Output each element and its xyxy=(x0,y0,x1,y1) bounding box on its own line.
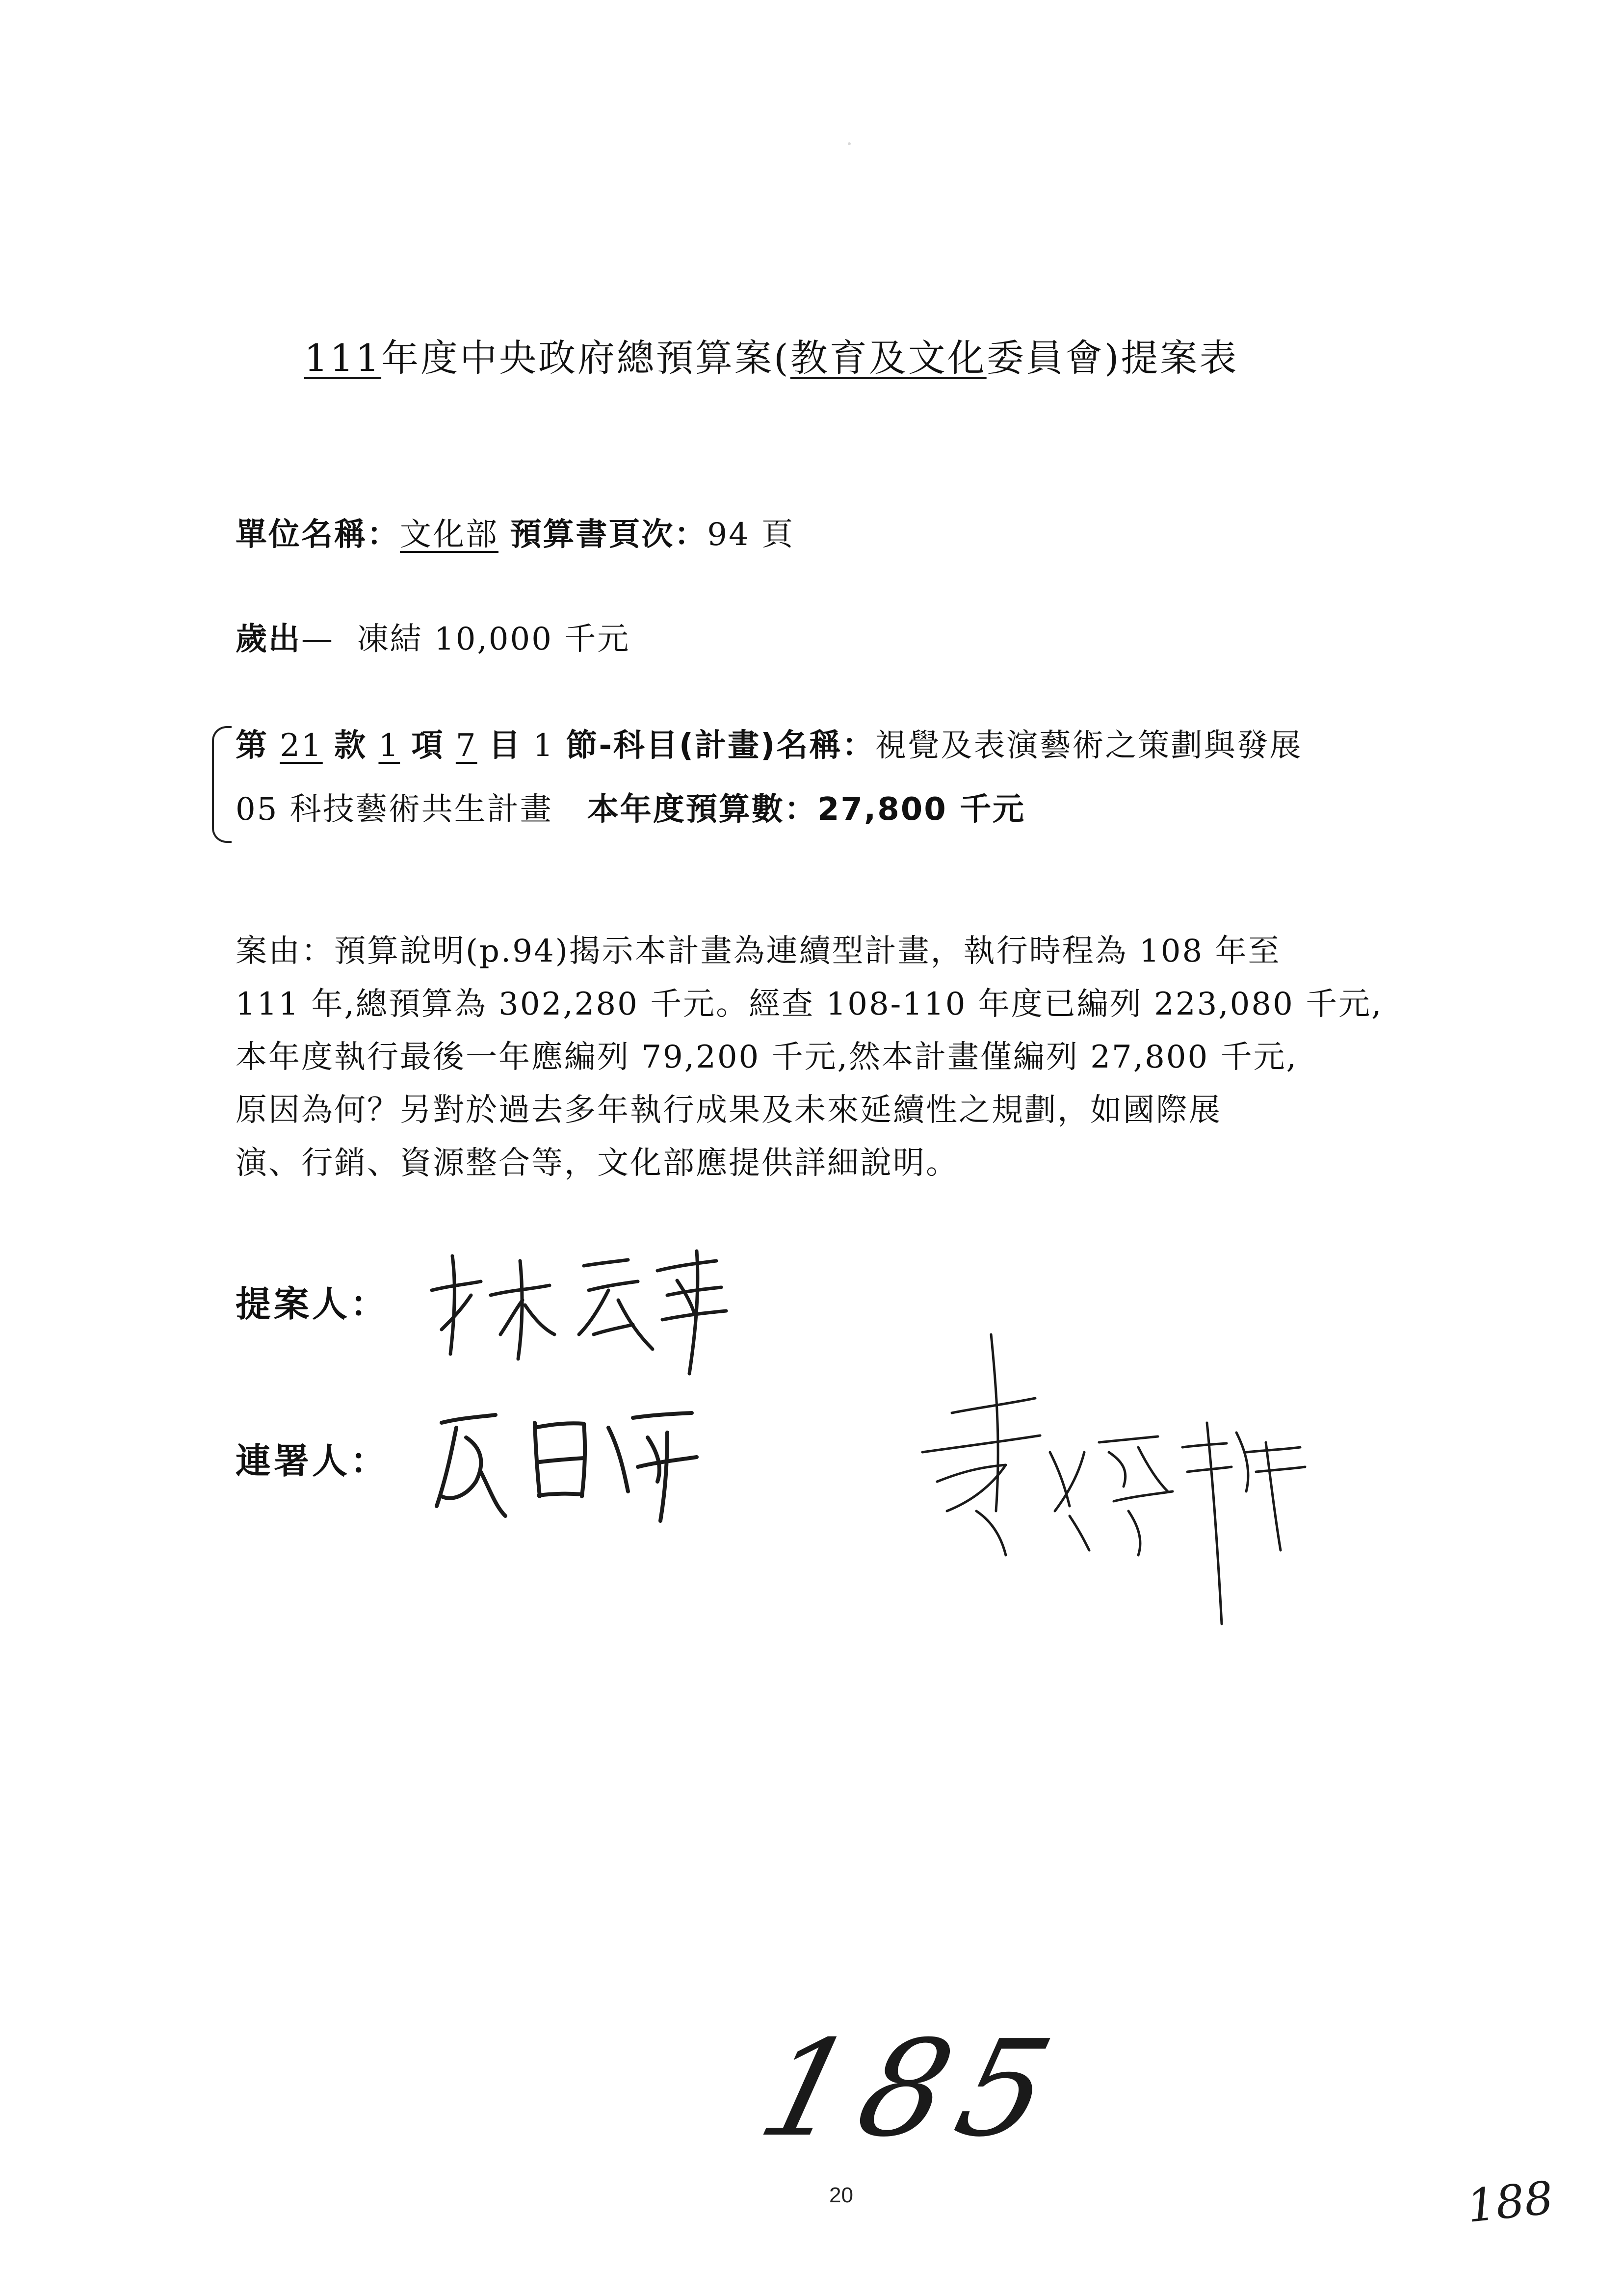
expenditure-row xyxy=(236,617,630,661)
reason-line: 本年度執行最後一年應編列 79,200 千元,然本計畫僅編列 27,800 千元, xyxy=(236,1039,1298,1075)
section-mu-label: 目 xyxy=(488,728,522,764)
page-label: 預算書頁次： xyxy=(510,517,707,553)
unit-label: 單位名稱： xyxy=(236,517,400,553)
cosigner-signature-2 xyxy=(893,1325,1315,1629)
reason-line: 111 年,總預算為 302,280 千元。經查 108-110 年度已編列 223,080 千元, xyxy=(236,986,1383,1022)
reason-paragraph xyxy=(236,925,1452,1190)
proposer-label: 提案人： xyxy=(236,1283,389,1325)
cosigner-label: 連署人： xyxy=(236,1440,389,1482)
section-row-2 xyxy=(236,787,1025,832)
section-xiang: 1 xyxy=(378,728,400,764)
section-prefix: 第 xyxy=(236,728,268,764)
section-kuan-label: 款 xyxy=(334,728,367,764)
section-kuan: 21 xyxy=(280,728,323,764)
page-value: 94 頁 xyxy=(707,517,795,553)
program-name: 05 科技藝術共生計畫 xyxy=(236,791,553,828)
reason-line: 演、行銷、資源整合等，文化部應提供詳細說明。 xyxy=(236,1145,959,1181)
proposer-signature xyxy=(422,1236,736,1383)
unit-row xyxy=(236,513,794,557)
title-part-2: 委員會)提案表 xyxy=(986,336,1239,380)
page-title xyxy=(304,331,1384,385)
section-mu: 7 xyxy=(455,728,477,764)
budget-label: 本年度預算數： xyxy=(587,791,817,828)
expenditure-dash: — xyxy=(301,621,334,657)
unit-value: 文化部 xyxy=(400,517,498,553)
expenditure-value: 凍結 10,000 千元 xyxy=(357,621,630,657)
section-row-1 xyxy=(236,724,1302,768)
budget-value: 27,800 千元 xyxy=(817,791,1026,828)
handwritten-corner-number: 188 xyxy=(1464,2171,1556,2233)
reason-line: 原因為何？另對於過去多年執行成果及未來延續性之規劃，如國際展 xyxy=(236,1092,1222,1128)
section-jie: 1 xyxy=(533,728,554,764)
title-committee: 教育及文化 xyxy=(790,336,987,380)
footer-page-number: 20 xyxy=(829,2183,853,2207)
section-name: 視覺及表演藝術之策劃與發展 xyxy=(875,728,1303,764)
expenditure-label: 歲出 xyxy=(236,621,301,657)
section-bracket xyxy=(212,726,232,843)
cosigner-signature-1 xyxy=(422,1393,716,1531)
title-part-1: 年度中央政府總預算案( xyxy=(381,336,790,380)
section-xiang-label: 項 xyxy=(411,728,445,764)
title-year: 111 xyxy=(304,336,382,380)
handwritten-page-number: 185 xyxy=(746,2011,1079,2166)
reason-line: 案由：預算說明(p.94)揭示本計畫為連續型計畫，執行時程為 108 年至 xyxy=(236,933,1281,969)
scan-artifact xyxy=(848,142,851,145)
section-jie-label: 節-科目(計畫)名稱： xyxy=(566,728,875,764)
